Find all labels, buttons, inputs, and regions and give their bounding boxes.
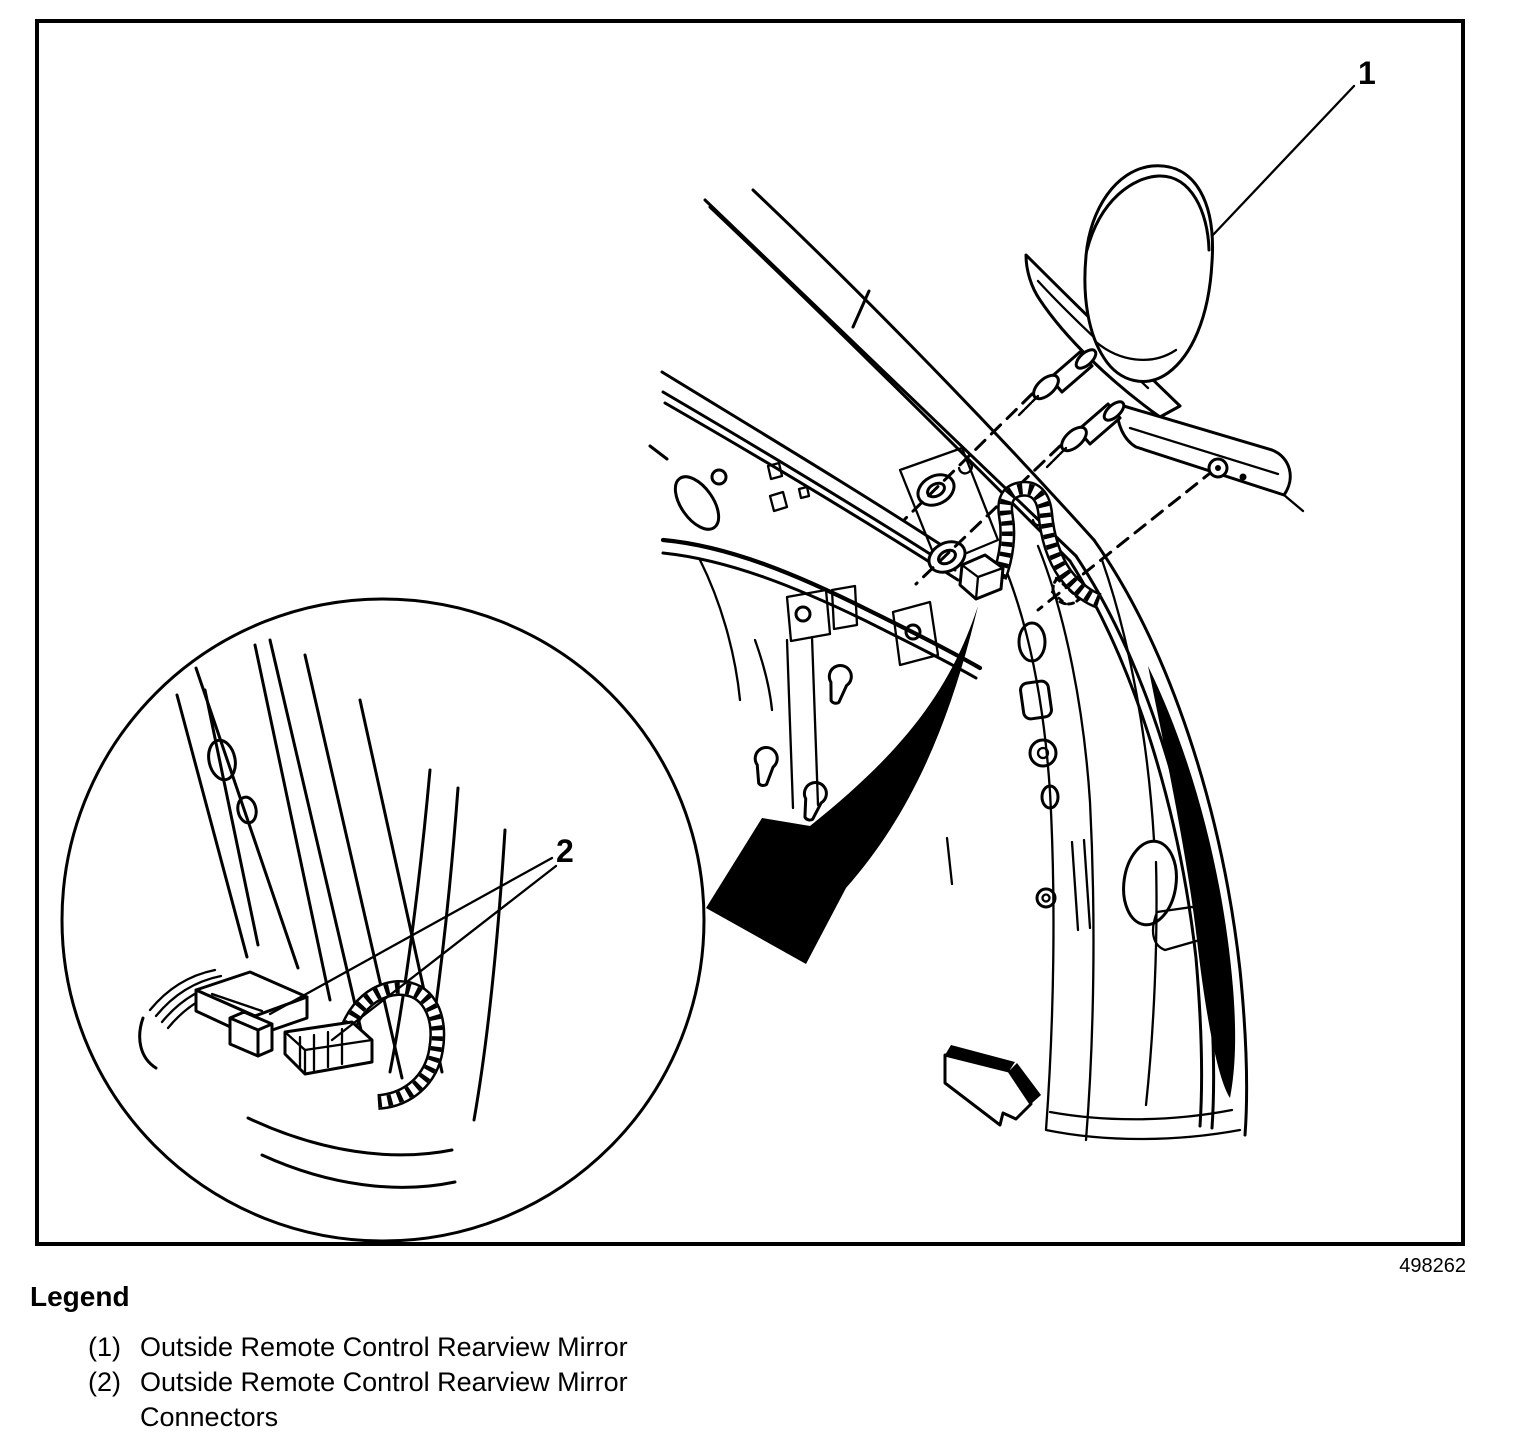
legend-item-1 [88,1330,700,1365]
legend [30,1282,700,1435]
door-jamb-shadow [1148,666,1235,1098]
bracket-hole [796,607,810,621]
detail-circle [62,599,704,1241]
legend-item-label: Outside Remote Control Rearview Mirror Connectors [140,1367,628,1432]
legend-item-2 [88,1365,700,1435]
legend-item-ref: (1) [88,1332,121,1362]
legend-list [30,1330,700,1435]
legend-title: Legend [30,1281,130,1312]
direction-arrow [945,1045,1041,1125]
detail-circle-border [62,599,704,1241]
callout-1-leader [1212,86,1354,236]
panel-slot-holes [768,463,809,511]
callout-2-label: 2 [556,833,574,869]
mirror-stud-lower [1047,399,1127,467]
panel-oval-hole [667,469,728,537]
hinge-pillar-hole [1030,740,1056,766]
legend-item-ref: (2) [88,1367,121,1397]
hinge-pillar-hole [1037,889,1055,907]
mirror-base-plate [1117,404,1290,495]
door-assembly-drawing [650,166,1303,1140]
hinge-pillar-hole [1043,895,1050,902]
door-access-hole [1118,838,1181,928]
keyhole-slot [752,746,779,787]
panel-structure-lines [700,448,1240,1140]
base-plate-dot [1240,474,1247,481]
legend-item-label: Outside Remote Control Rearview Mirror [140,1332,628,1362]
mirror-assembly [1019,166,1303,511]
base-plate-screw-center [1215,465,1221,471]
mirror-stud-upper [1019,347,1099,415]
hinge-pillar-hole [1020,680,1053,720]
door-wiring-harness [960,489,1099,601]
callout-1-label: 1 [1358,55,1376,91]
harness-connector [960,555,1003,599]
rotate-direction-arrow [706,606,978,964]
keyhole-slot [824,663,853,705]
part-number: 498262 [1399,1255,1466,1277]
panel-hole [712,470,726,484]
stud-end [1073,347,1099,372]
